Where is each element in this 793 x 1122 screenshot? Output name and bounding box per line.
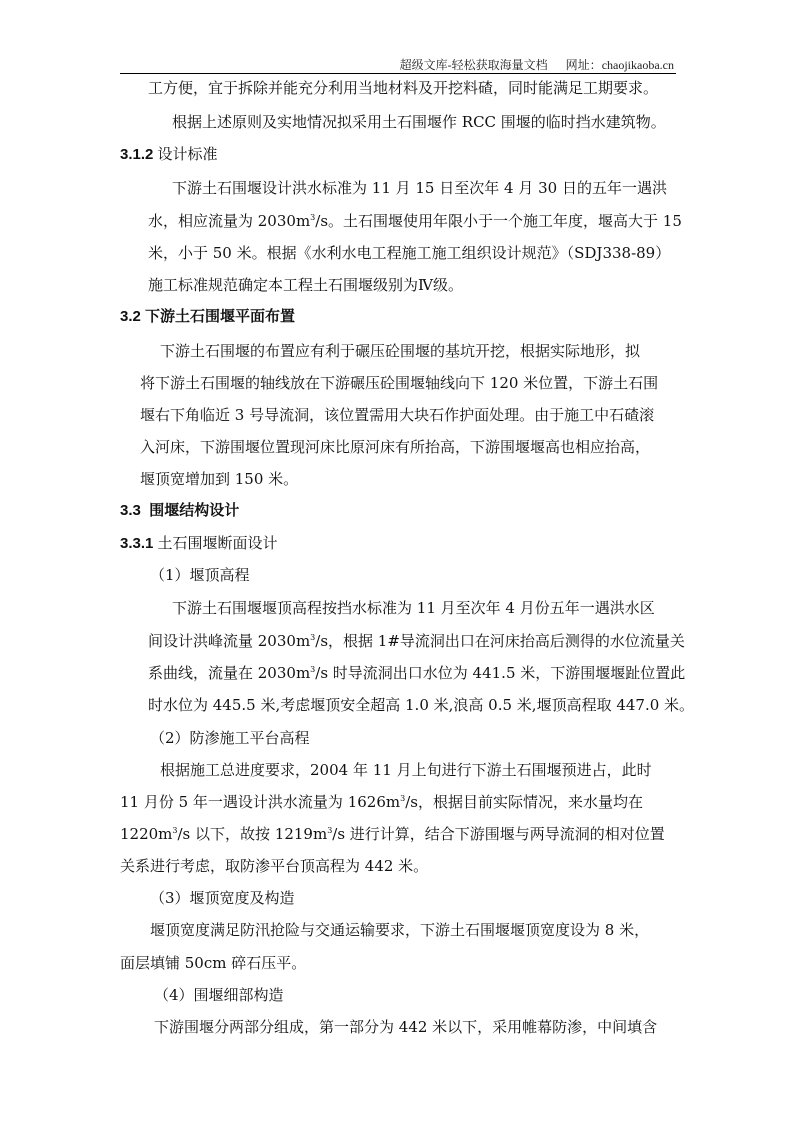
paragraph-line: 根据施工总进度要求，2004 年 11 月上旬进行下游土石围堰预进占，此时	[160, 761, 652, 779]
header-text	[400, 56, 674, 73]
paragraph-line: 施工标准规范确定本工程土石围堰级别为Ⅳ级。	[148, 276, 463, 294]
page-header	[120, 52, 676, 74]
paragraph-line: 堰顶宽度满足防汛抢险与交通运输要求，下游土石围堰堰顶宽度设为 8 米，	[150, 921, 650, 939]
paragraph-line: 将下游土石围堰的轴线放在下游碾压砼围堰轴线向下 120 米位置，下游土石围	[140, 374, 659, 392]
paragraph-line: 入河床，下游围堰位置现河床比原河床有所抬高，下游围堰堰高也相应抬高，	[140, 438, 651, 456]
paragraph-line: 工方便，宜于拆除并能充分利用当地材料及开挖料碴，同时能满足工期要求。	[148, 79, 659, 97]
subheading: （2）防渗施工平台高程	[150, 729, 310, 747]
paragraph-line: 堰顶宽增加到 150 米。	[140, 470, 299, 488]
subheading: （3）堰顶宽度及构造	[150, 889, 295, 907]
paragraph-line: 下游土石围堰堰顶高程按挡水标准为 11 月至次年 4 月份五年一遇洪水区	[172, 599, 655, 617]
paragraph-line: 米，小于 50 米。根据《水利水电工程施工施工组织设计规范》（SDJ338-89）	[148, 244, 671, 262]
paragraph-line: $1220m^3/s$ 以下，故按 $1219m^3/s$ 进行计算，结合下游围堰与两导流洞的相对位置	[120, 825, 665, 843]
paragraph-line: 水，相应流量为 $2030m^3/s$。土石围堰使用年限小于一个施工年度，堰高大于 15	[148, 212, 682, 230]
paragraph-line: 堰右下角临近 3 号导流洞，该位置需用大块石作护面处理。由于施工中石碴滚	[140, 406, 655, 424]
paragraph-line: 下游土石围堰设计洪水标准为 11 月 15 日至次年 4 月 30 日的五年一遇洪	[172, 179, 667, 197]
site-slogan: 超级文库-轻松获取海量文档	[399, 58, 548, 72]
subheading: （4）围堰细部构造	[154, 986, 284, 1004]
paragraph-line: 面层填铺 50cm 碎石压平。	[120, 954, 307, 972]
paragraph-line: 根据上述原则及实地情况拟采用土石围堰作 RCC 围堰的临时挡水建筑物。	[172, 113, 666, 131]
heading-3-2: 3.2 下游土石围堰平面布置	[120, 308, 296, 325]
paragraph-line: 时水位为 445.5 米,考虑堰顶安全超高 1.0 米,浪高 0.5 米,堰顶高程取 447.0 米。	[148, 696, 695, 714]
paragraph-line: 下游围堰分两部分组成，第一部分为 442 米以下，采用帷幕防渗，中间填含	[154, 1018, 658, 1036]
paragraph-line: 间设计洪峰流量 $2030m^3/s$，根据 1#导流洞出口在河床抬高后测得的水位流量关	[148, 632, 685, 650]
url-label: 网址：	[565, 58, 602, 72]
paragraph-line: 11 月份 5 年一遇设计洪水流量为 $1626m^3/s$，根据目前实际情况，来水量均在	[120, 793, 643, 811]
heading-3-1-2: 3.1.2 设计标准	[120, 145, 218, 163]
heading-3-3-1: 3.3.1 土石围堰断面设计	[120, 534, 278, 552]
site-url: chaojikaoba.cn	[601, 58, 674, 72]
heading-3-3: 3.3 围堰结构设计	[120, 502, 240, 519]
paragraph-line: 下游土石围堰的布置应有利于碾压砼围堰的基坑开挖，根据实际地形，拟	[160, 342, 641, 360]
paragraph-line: 系曲线，流量在 $2030m^3/s$ 时导流洞出口水位为 441.5 米，下游围堰堰趾位置此	[148, 664, 686, 682]
subheading: （1）堰顶高程	[150, 566, 250, 584]
paragraph-line: 关系进行考虑，取防渗平台顶高程为 442 米。	[120, 857, 429, 875]
